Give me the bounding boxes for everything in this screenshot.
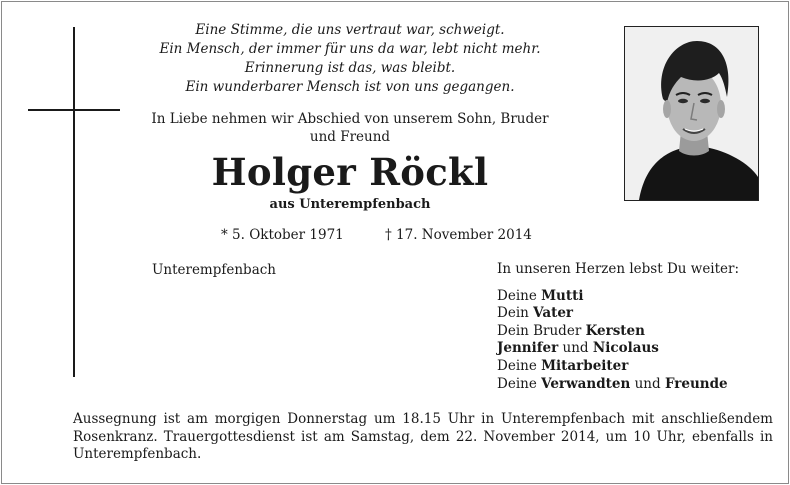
service-line: Aussegnung ist am morgigen Donnerstag um 18.15 Uhr in Unterempfenbach mit anschließendem — [73, 411, 773, 427]
mourner-name: Vater — [533, 305, 574, 322]
portrait-photo — [624, 26, 759, 201]
poem-line: Ein Mensch, der immer für uns da war, lebt nicht mehr. — [159, 41, 541, 57]
poem-line: Eine Stimme, die uns vertraut war, schweigt. — [195, 22, 505, 38]
mourner-connector: und — [630, 375, 665, 392]
mourner-relation: Dein — [497, 305, 534, 322]
portrait-icon — [625, 27, 758, 200]
mourner-line — [497, 305, 739, 323]
mourner-line — [497, 323, 739, 341]
mourners-list — [497, 261, 739, 393]
service-info — [73, 411, 773, 464]
poem — [140, 21, 560, 97]
mourner-name: Jennifer — [497, 340, 559, 357]
mourner-name: Kersten — [585, 322, 645, 339]
service-line: Rosenkranz. Trauergottesdienst ist am Samstag, dem 22. November 2014, um 10 Uhr, ebenfalls in — [73, 428, 773, 445]
deceased-name: Holger Röckl — [211, 150, 489, 194]
mourner-relation: Deine — [497, 357, 542, 374]
mourner-name: Mutti — [541, 287, 584, 304]
poem-line: Ein wunderbarer Mensch ist von uns gegangen. — [185, 79, 515, 95]
birth-date: * 5. Oktober 1971 — [221, 227, 344, 243]
cross-vertical-icon — [73, 27, 75, 377]
mourner-line — [497, 340, 739, 358]
mourner-line — [497, 376, 739, 394]
mourner-name: Mitarbeiter — [541, 357, 629, 374]
mourner-line — [497, 288, 739, 306]
mourner-relation: Deine — [497, 287, 542, 304]
cross-horizontal-icon — [28, 109, 120, 111]
poem-line: Erinnerung ist das, was bleibt. — [244, 60, 456, 76]
place: Unterempfenbach — [152, 262, 276, 278]
mourner-name: Freunde — [664, 375, 728, 392]
intro-text — [150, 110, 550, 146]
service-line: Unterempfenbach. — [73, 446, 202, 462]
intro-line: In Liebe nehmen wir Abschied von unserem Sohn, Bruder — [151, 111, 549, 127]
mourner-name: Verwandten — [541, 375, 631, 392]
mourner-connector: und — [558, 340, 593, 357]
mourner-name: Nicolaus — [592, 340, 659, 357]
mourner-line — [497, 358, 739, 376]
mourners-heading: In unseren Herzen lebst Du weiter: — [497, 261, 740, 277]
death-date: † 17. November 2014 — [385, 227, 532, 243]
intro-line: und Freund — [309, 129, 391, 145]
hometown: aus Unterempfenbach — [269, 197, 431, 212]
mourner-relation: Deine — [497, 375, 542, 392]
mourner-relation: Dein Bruder — [497, 322, 586, 339]
